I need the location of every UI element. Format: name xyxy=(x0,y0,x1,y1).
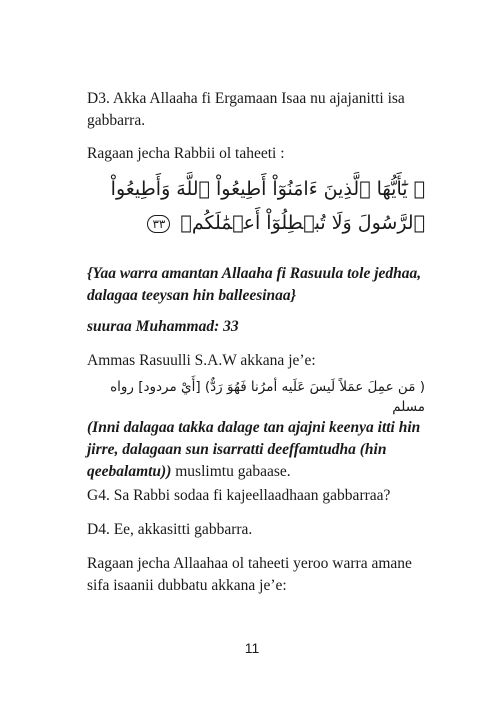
hadith-translation xyxy=(87,417,422,483)
hadith-source: muslimtu gabaase. xyxy=(171,463,291,480)
ayah-number-marker: ٣٣ xyxy=(147,215,170,233)
verse-translation: {Yaa warra amantan Allaaha fi Rasuula tole jedhaa, dalagaa teeysan hin balleesinaa} xyxy=(87,265,422,304)
hadith-arabic: ( مَن عمِلَ عمَلاً لَيسَ عَلَيه أمرُنا فَهُوَ رَدٌّ) [أَيْ مردود] رواه مسلم xyxy=(110,379,425,415)
verse-intro: Ragaan jecha Rabbii ol taheeti : xyxy=(87,145,285,162)
verse-reference: suuraa Muhammad: 33 xyxy=(87,318,239,335)
page-number: 11 xyxy=(244,640,260,656)
d4-answer: D4. Ee, akkasitti gabbarra. xyxy=(87,521,253,538)
g4-question: G4. Sa Rabbi sodaa fi kajeellaadhaan gabbarraa? xyxy=(87,487,391,504)
quran-verse-arabic xyxy=(80,172,425,240)
hadith-translation-text: (Inni dalagaa takka dalage tan ajajni keenya itti hin jirre, dalagaan sun isarratti deeffamtudha (hin qeebalamtu)) xyxy=(87,419,421,480)
hadith-intro: Ammas Rasuulli S.A.W akkana je’e: xyxy=(87,352,316,369)
d3-answer: D3. Akka Allaaha fi Ergamaan Isaa nu ajajanitti isa gabbarra. xyxy=(87,90,405,129)
closing-text: Ragaan jecha Allaahaa ol taheeti yeroo warra amane sifa isaanii dubbatu akkana je’e: xyxy=(87,555,412,594)
quran-verse-text: ۞ يَٰٓأَيُّهَا ٱلَّذِينَ ءَامَنُوٓاْ أَطِيعُواْ ٱللَّهَ وَأَطِيعُواْ ٱلرَّسُولَ وَلَا تُبۡطِلُوٓاْ أَعۡمَٰلَكُمۡ xyxy=(110,178,425,234)
